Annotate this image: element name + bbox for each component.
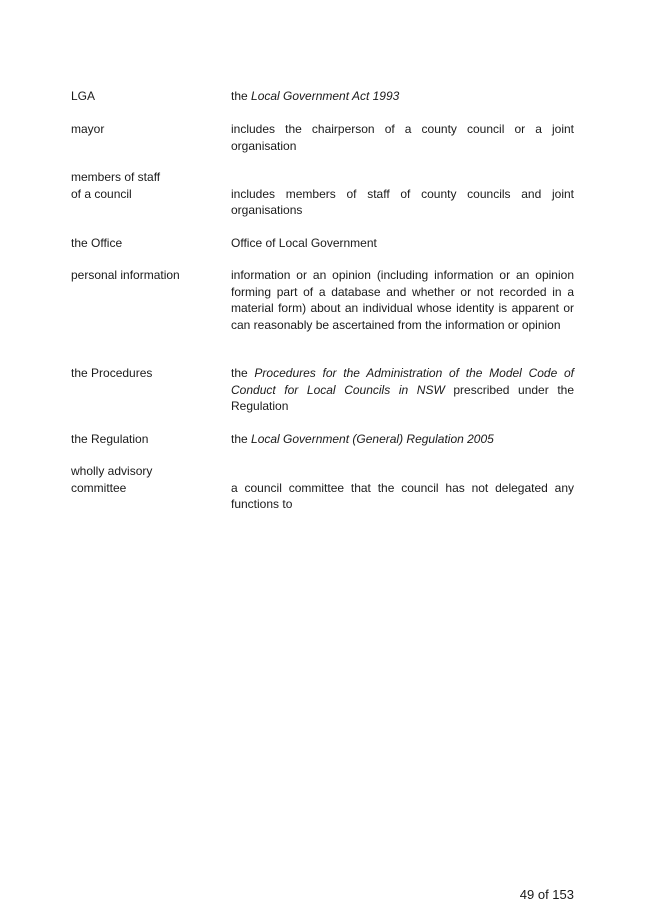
act-title: Local Government Act 1993	[251, 89, 400, 103]
definition-text	[231, 88, 574, 105]
definition-term: mayor	[71, 122, 105, 136]
definition-term-line: committee	[71, 480, 127, 495]
definition-term-line: members of staff	[71, 170, 161, 184]
definition-text: includes members of staff of county councils and joint organisations	[231, 186, 574, 217]
definition-term: personal information	[71, 268, 180, 282]
definition-text	[231, 431, 574, 448]
regulation-title: Local Government (General) Regulation 2005	[251, 432, 494, 446]
definition-text-part: the	[231, 432, 252, 446]
definition-term: the Office	[71, 236, 123, 250]
definition-term: the Procedures	[71, 366, 153, 380]
procedures-title: Procedures for the Administration of the Model Code of Conduct for Local Councils in NSW	[231, 366, 574, 397]
definition-text-part: the	[231, 366, 255, 380]
definition-term-line: wholly advisory	[71, 464, 153, 478]
definition-term	[71, 169, 221, 202]
definition-text: information or an opinion (including information or an opinion forming part of a database and whether or not recorded in a material form) about an individual whose identity is apparent or can reasonably be ascertained from the information or opinion	[231, 268, 574, 332]
definition-term: LGA	[71, 89, 96, 103]
definition-text: Office of Local Government	[231, 236, 377, 250]
definition-text: a council committee that the council has not delegated any functions to	[231, 480, 574, 511]
definition-term	[71, 463, 221, 496]
definition-text: includes the chairperson of a county council or a joint organisation	[231, 122, 574, 153]
page-number: 49 of 153	[519, 887, 574, 902]
definition-text-part: the	[231, 89, 252, 103]
definition-text-part: prescribed under the Regulation	[231, 382, 574, 413]
definition-text	[231, 365, 574, 415]
definition-term-line: of a council	[71, 186, 132, 201]
definition-term: the Regulation	[71, 432, 149, 446]
